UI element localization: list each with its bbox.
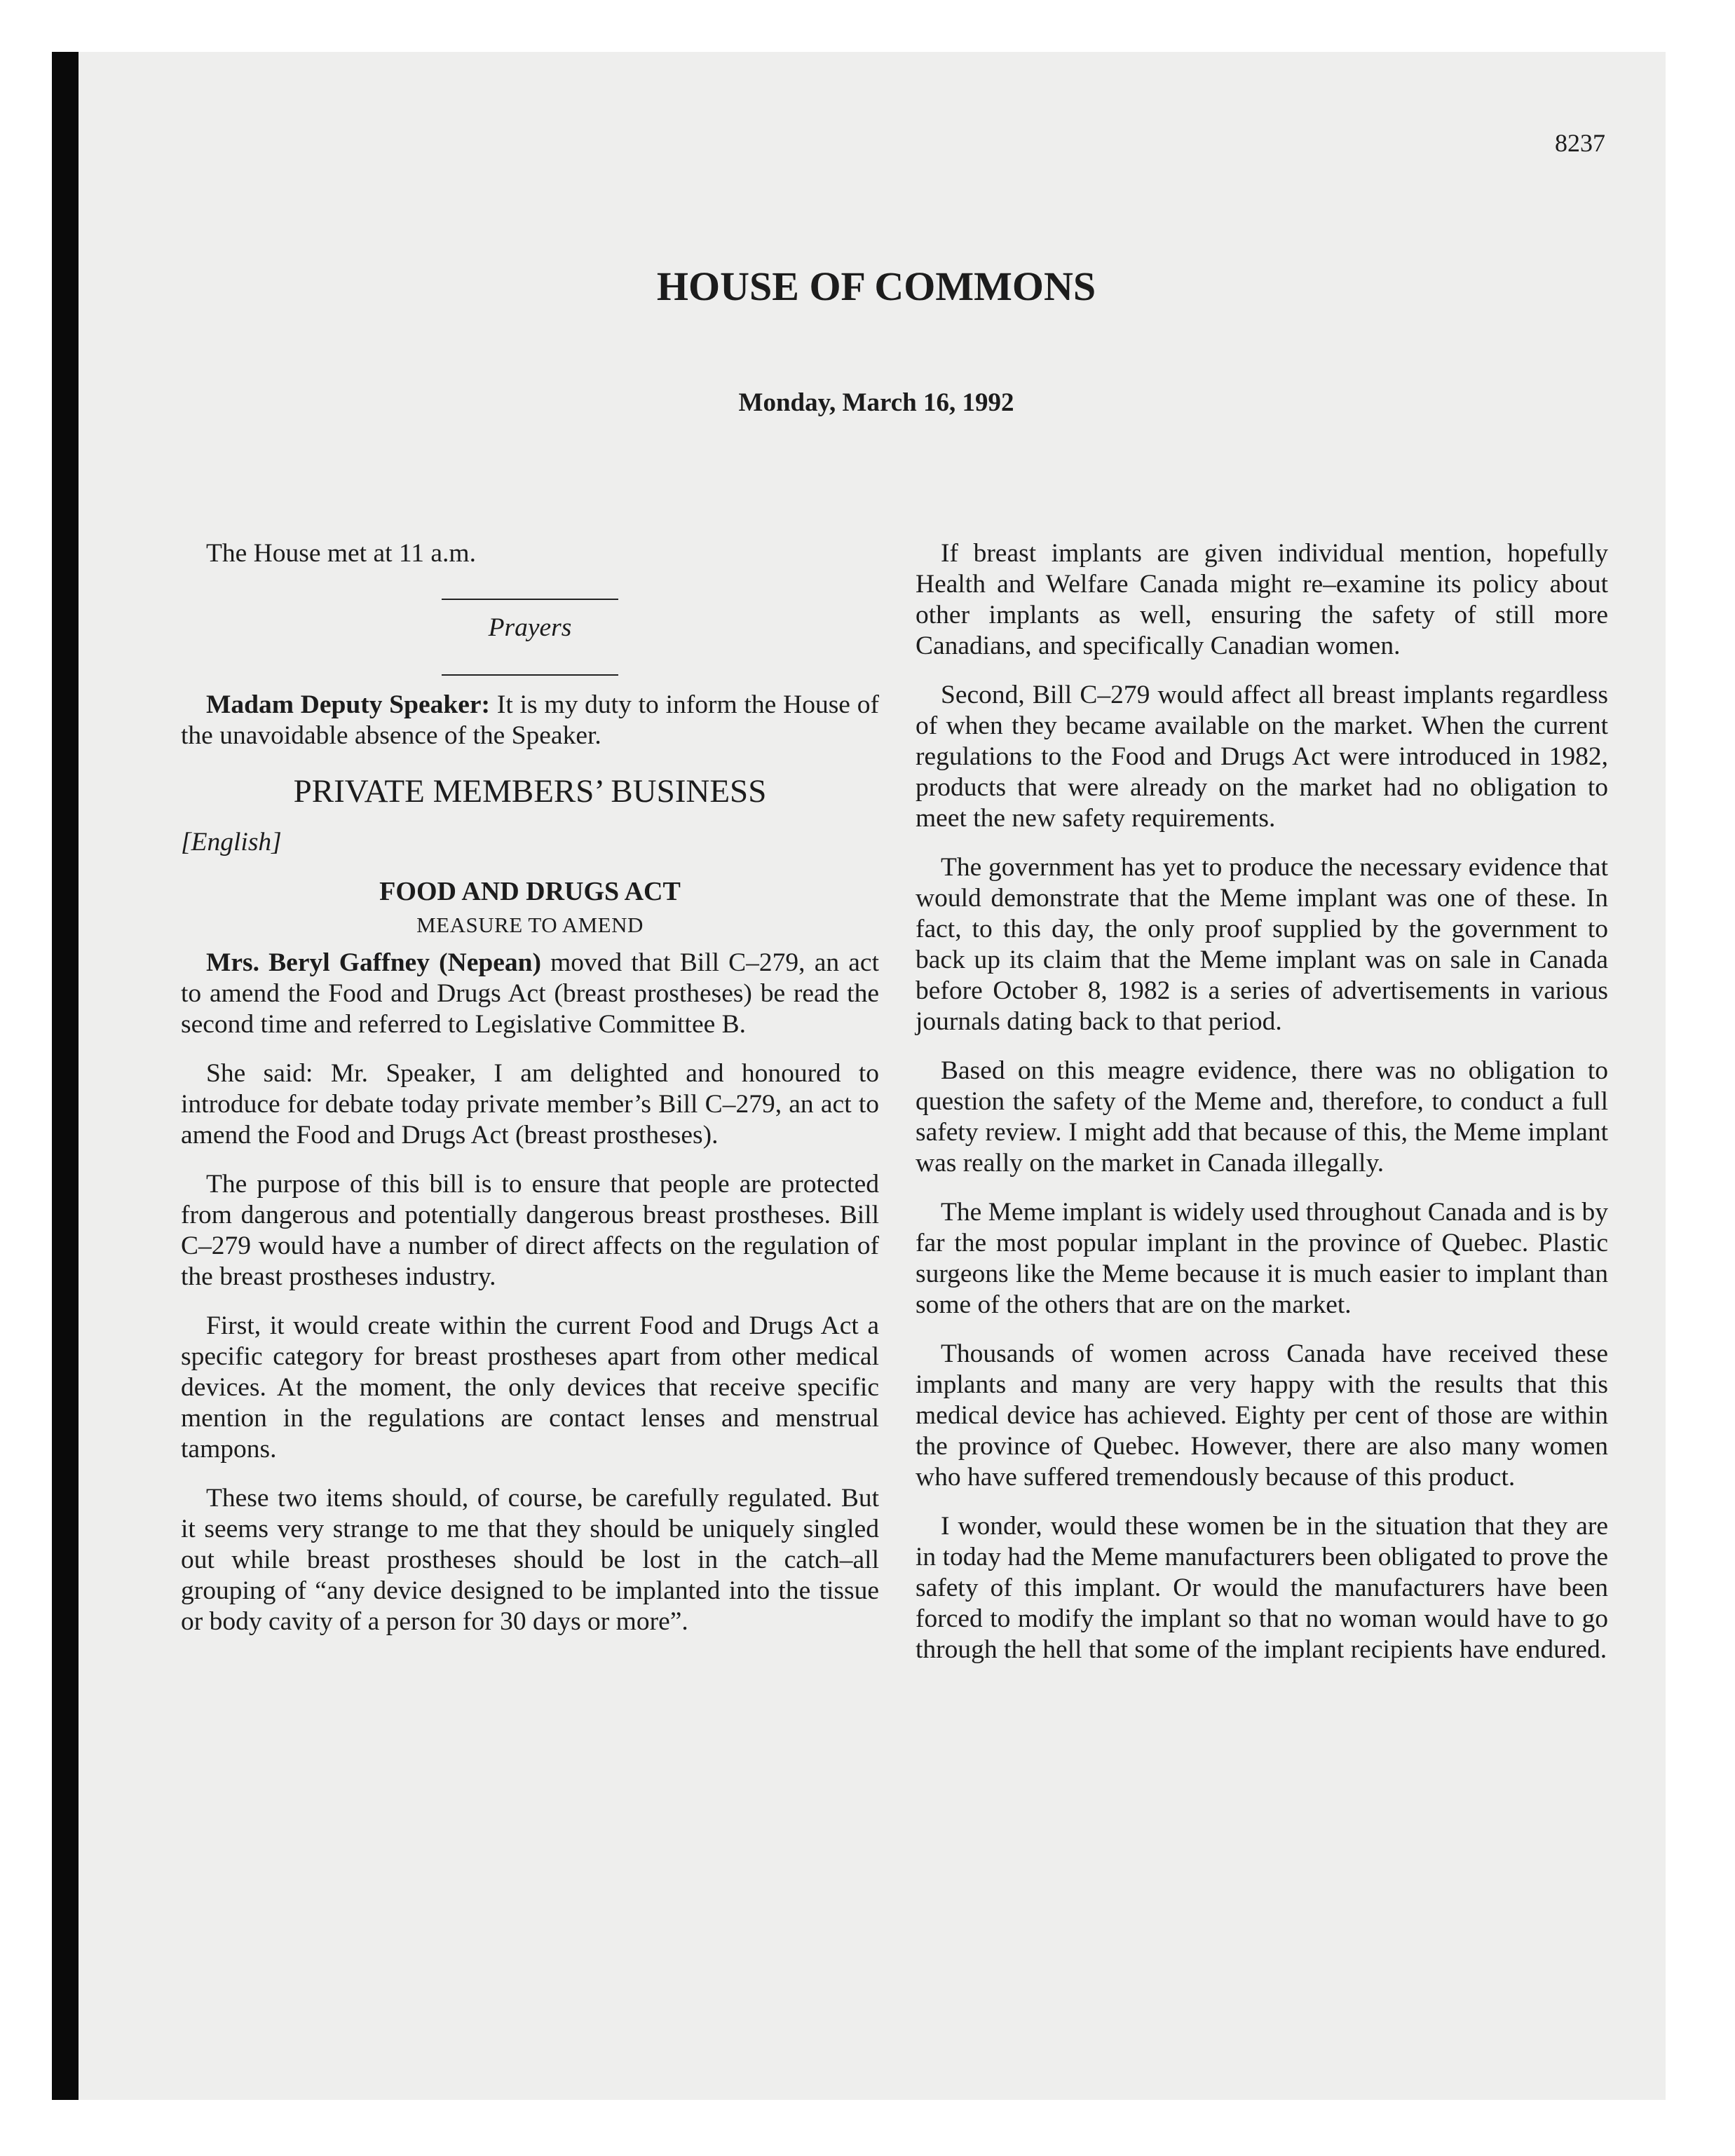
motion-text: moved that Bill C–279, an act to amend the Food and Drugs Act (breast prostheses) be read the second time and referred to Legislative Committee B. — [181, 948, 879, 1039]
prayers-heading: Prayers — [488, 613, 572, 642]
section-heading: PRIVATE MEMBERS’ BUSINESS — [293, 773, 767, 810]
speaker-statement: It is my duty to inform the House of the unavoidable absence of the Speaker. — [181, 690, 880, 750]
body-paragraph: If breast implants are given individual mention, hopefully Health and Welfare Canada might re–examine its policy about other implants as well, ensuring the safety of still more Canadians, and specifically Canadian women. — [916, 539, 1608, 660]
body-paragraph: I wonder, would these women be in the situation that they are in today had the Meme manufacturers been obligated to prove the safety of this implant. Or would the manufacturers have been forced to modify the implant so that no woman would have to go through the hell that some of the implant recipients have endured. — [916, 1512, 1608, 1664]
motion-paragraph — [181, 948, 879, 1040]
body-paragraph: The purpose of this bill is to ensure that people are protected from dangerous and potentially dangerous breast prostheses. Bill C–279 would have a number of direct affects on the regulation of the breast prostheses industry. — [181, 1170, 879, 1291]
sitting-date: Monday, March 16, 1992 — [738, 388, 1014, 417]
measure-subtitle: MEASURE TO AMEND — [416, 913, 644, 937]
divider — [442, 674, 618, 676]
opening-statement: The House met at 11 a.m. — [206, 539, 476, 568]
body-paragraph: Based on this meagre evidence, there was no obligation to question the safety of the Meme and, therefore, to conduct a full safety review. I might add that because of this, the Meme implant was really on the market in Canada illegally. — [916, 1056, 1608, 1178]
body-paragraph: The Meme implant is widely used throughout Canada and is by far the most popular implant in the province of Quebec. Plastic surgeons like the Meme because it is much easier to implant than some of the others that are on the market. — [916, 1198, 1608, 1319]
body-paragraph: The government has yet to produce the necessary evidence that would demonstrate that the Meme implant was one of these. In fact, to this day, the only proof supplied by the government to back up its claim that the Meme implant was on sale in Canada before October 8, 1982 is a series of advertisements in various journals dating back to that period. — [916, 853, 1608, 1036]
body-paragraph: First, it would create within the current Food and Drugs Act a specific category for breast prostheses apart from other medical devices. At the moment, the only devices that receive specific mention in the regulations are contact lenses and menstrual tampons. — [181, 1311, 879, 1464]
language-tag: [English] — [181, 828, 282, 857]
page-title: HOUSE OF COMMONS — [656, 264, 1096, 309]
mover-name: Mrs. Beryl Gaffney (Nepean) — [206, 948, 541, 977]
body-paragraph: Thousands of women across Canada have received these implants and many are very happy with the results that this medical device has achieved. Eighty per cent of those are within the province of Quebec. However, there are also many women who have suffered tremendously because of this product. — [916, 1339, 1608, 1492]
act-title: FOOD AND DRUGS ACT — [379, 877, 681, 906]
divider — [442, 599, 618, 600]
body-paragraph: These two items should, of course, be carefully regulated. But it seems very strange to me that they should be uniquely singled out while breast prostheses should be lost in the catch–all grouping of “any device designed to be implanted into the tissue or body cavity of a person for 30 days or more”. — [181, 1484, 879, 1636]
page-number: 8237 — [1555, 129, 1605, 157]
left-column — [181, 538, 879, 1656]
deputy-speaker-paragraph — [181, 690, 879, 751]
body-paragraph: Second, Bill C–279 would affect all breast implants regardless of when they became available on the market. When the current regulations to the Food and Drugs Act were introduced in 1982, products that were already on the market had no obligation to meet the new safety requirements. — [916, 681, 1608, 833]
speaker-name: Madam Deputy Speaker: — [206, 690, 491, 719]
right-column — [916, 538, 1608, 1684]
binding-edge — [52, 52, 79, 2100]
body-paragraph: She said: Mr. Speaker, I am delighted and honoured to introduce for debate today private member’s Bill C–279, an act to amend the Food and Drugs Act (breast prostheses). — [181, 1059, 879, 1149]
